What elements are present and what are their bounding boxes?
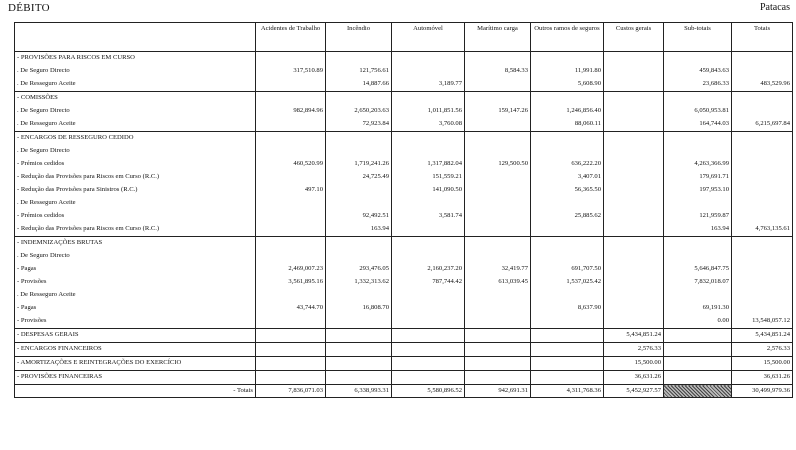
value-cell <box>326 132 392 146</box>
row-label: . De Resseguro Aceite <box>15 197 256 210</box>
value-cell: 1,719,241.26 <box>326 158 392 171</box>
value-cell <box>732 210 793 223</box>
value-cell: 4,263,366.99 <box>664 158 732 171</box>
value-cell: 25,885.62 <box>531 210 604 223</box>
value-cell <box>732 52 793 66</box>
table-row <box>15 118 793 132</box>
value-cell <box>604 263 664 276</box>
row-label: - Redução das Provisões para Riscos em Curso (R.C.) <box>15 223 256 237</box>
table-body <box>15 52 793 385</box>
table-row <box>15 52 793 66</box>
currency-label: Patacas <box>760 2 790 13</box>
table-row <box>15 289 793 302</box>
col-header: Marítimo carga <box>465 23 531 52</box>
value-cell <box>732 92 793 106</box>
value-cell <box>732 171 793 184</box>
value-cell: 23,686.33 <box>664 78 732 92</box>
value-cell <box>604 158 664 171</box>
value-cell: 2,576.33 <box>604 343 664 357</box>
value-cell: 5,434,851.24 <box>732 329 793 343</box>
col-header: Acidentes de Trabalho <box>256 23 326 52</box>
value-cell <box>465 145 531 158</box>
value-cell: 3,581.74 <box>392 210 465 223</box>
row-label: - ENCARGOS FINANCEIROS <box>15 343 256 357</box>
value-cell <box>664 343 732 357</box>
value-cell <box>256 289 326 302</box>
value-cell <box>732 132 793 146</box>
value-cell <box>392 237 465 251</box>
value-cell <box>465 197 531 210</box>
total-cell: 5,452,927.57 <box>604 385 664 398</box>
value-cell <box>326 315 392 329</box>
value-cell <box>604 145 664 158</box>
col-header: Outros ramos de seguros <box>531 23 604 52</box>
row-label: - Redução das Provisões para Sinistros (R.C.) <box>15 184 256 197</box>
value-cell <box>326 184 392 197</box>
value-cell: 2,576.33 <box>732 343 793 357</box>
value-cell <box>664 237 732 251</box>
row-label: - PROVISÕES FINANCEIRAS <box>15 371 256 385</box>
value-cell <box>465 78 531 92</box>
value-cell <box>664 250 732 263</box>
table-row <box>15 357 793 371</box>
value-cell <box>531 357 604 371</box>
value-cell: 5,434,851.24 <box>604 329 664 343</box>
value-cell <box>604 276 664 289</box>
value-cell: 1,011,851.56 <box>392 105 465 118</box>
value-cell <box>465 329 531 343</box>
row-label: . De Seguro Directo <box>15 65 256 78</box>
value-cell: 2,650,203.63 <box>326 105 392 118</box>
table-row <box>15 302 793 315</box>
table-row <box>15 263 793 276</box>
value-cell: 129,500.50 <box>465 158 531 171</box>
value-cell <box>465 132 531 146</box>
value-cell <box>604 184 664 197</box>
table-row <box>15 237 793 251</box>
value-cell <box>392 223 465 237</box>
table-row <box>15 197 793 210</box>
value-cell: 36,631.26 <box>732 371 793 385</box>
row-label: - Prémios cedidos <box>15 210 256 223</box>
value-cell <box>256 357 326 371</box>
value-cell <box>256 52 326 66</box>
value-cell <box>531 329 604 343</box>
value-cell: 56,365.50 <box>531 184 604 197</box>
value-cell: 293,476.05 <box>326 263 392 276</box>
value-cell <box>465 315 531 329</box>
row-label: - Prémios cedidos <box>15 158 256 171</box>
value-cell <box>531 343 604 357</box>
value-cell <box>604 197 664 210</box>
value-cell <box>531 289 604 302</box>
value-cell: 11,991.80 <box>531 65 604 78</box>
value-cell <box>465 223 531 237</box>
value-cell <box>465 357 531 371</box>
value-cell <box>326 357 392 371</box>
row-label: - Provisões <box>15 276 256 289</box>
value-cell <box>732 237 793 251</box>
value-cell <box>531 197 604 210</box>
value-cell <box>604 52 664 66</box>
value-cell <box>732 250 793 263</box>
value-cell <box>256 343 326 357</box>
value-cell <box>732 158 793 171</box>
value-cell <box>664 357 732 371</box>
value-cell: 691,707.50 <box>531 263 604 276</box>
row-label: - Provisões <box>15 315 256 329</box>
value-cell <box>465 289 531 302</box>
value-cell <box>604 210 664 223</box>
value-cell: 121,756.61 <box>326 65 392 78</box>
value-cell: 69,191.30 <box>664 302 732 315</box>
value-cell: 3,760.08 <box>392 118 465 132</box>
table-header <box>15 23 793 52</box>
value-cell <box>732 289 793 302</box>
row-label: . De Resseguro Aceite <box>15 289 256 302</box>
value-cell <box>256 197 326 210</box>
total-cell: 5,580,896.52 <box>392 385 465 398</box>
value-cell: 43,744.70 <box>256 302 326 315</box>
value-cell <box>604 289 664 302</box>
value-cell <box>604 132 664 146</box>
row-label: - Pagas <box>15 302 256 315</box>
table-row <box>15 184 793 197</box>
table-row <box>15 276 793 289</box>
value-cell: 6,215,697.84 <box>732 118 793 132</box>
value-cell <box>732 302 793 315</box>
debit-table <box>14 22 793 398</box>
value-cell <box>732 263 793 276</box>
value-cell <box>256 237 326 251</box>
value-cell: 636,222.20 <box>531 158 604 171</box>
value-cell <box>531 132 604 146</box>
value-cell <box>256 145 326 158</box>
value-cell: 159,147.26 <box>465 105 531 118</box>
value-cell <box>256 171 326 184</box>
totals-row <box>15 385 793 398</box>
col-header <box>15 23 256 52</box>
value-cell: 92,492.51 <box>326 210 392 223</box>
col-header: Sub-totais <box>664 23 732 52</box>
value-cell <box>392 132 465 146</box>
value-cell: 14,887.66 <box>326 78 392 92</box>
value-cell <box>465 52 531 66</box>
row-label: - COMISSÕES <box>15 92 256 106</box>
value-cell <box>256 210 326 223</box>
value-cell <box>256 223 326 237</box>
value-cell <box>604 118 664 132</box>
value-cell <box>392 250 465 263</box>
value-cell: 459,843.63 <box>664 65 732 78</box>
value-cell: 1,317,882.04 <box>392 158 465 171</box>
value-cell <box>531 223 604 237</box>
value-cell <box>256 118 326 132</box>
value-cell: 6,050,953.81 <box>664 105 732 118</box>
value-cell <box>664 329 732 343</box>
value-cell <box>664 52 732 66</box>
value-cell <box>326 197 392 210</box>
value-cell: 2,160,237.20 <box>392 263 465 276</box>
table-row <box>15 343 793 357</box>
value-cell <box>326 343 392 357</box>
value-cell: 460,520.99 <box>256 158 326 171</box>
table-row <box>15 250 793 263</box>
value-cell: 121,959.87 <box>664 210 732 223</box>
value-cell <box>256 250 326 263</box>
value-cell <box>531 371 604 385</box>
value-cell: 8,637.90 <box>531 302 604 315</box>
value-cell <box>392 145 465 158</box>
value-cell <box>604 315 664 329</box>
value-cell: 3,407.01 <box>531 171 604 184</box>
value-cell: 88,060.11 <box>531 118 604 132</box>
table-row <box>15 223 793 237</box>
value-cell <box>465 237 531 251</box>
value-cell <box>392 289 465 302</box>
value-cell <box>326 329 392 343</box>
value-cell <box>326 52 392 66</box>
value-cell <box>326 92 392 106</box>
value-cell: 7,832,018.07 <box>664 276 732 289</box>
table-row <box>15 145 793 158</box>
value-cell <box>732 276 793 289</box>
row-label: . De Seguro Directo <box>15 250 256 263</box>
value-cell <box>604 237 664 251</box>
value-cell <box>392 371 465 385</box>
value-cell: 197,953.10 <box>664 184 732 197</box>
value-cell <box>392 92 465 106</box>
value-cell <box>326 289 392 302</box>
value-cell: 15,500.00 <box>732 357 793 371</box>
value-cell <box>604 78 664 92</box>
value-cell <box>531 145 604 158</box>
total-cell: 6,338,993.31 <box>326 385 392 398</box>
row-label: - ENCARGOS DE RESSEGURO CEDIDO <box>15 132 256 146</box>
value-cell <box>256 315 326 329</box>
value-cell <box>664 371 732 385</box>
value-cell <box>465 371 531 385</box>
value-cell: 3,189.77 <box>392 78 465 92</box>
value-cell <box>392 343 465 357</box>
value-cell <box>531 250 604 263</box>
value-cell: 5,646,847.75 <box>664 263 732 276</box>
value-cell <box>604 250 664 263</box>
value-cell: 179,691.71 <box>664 171 732 184</box>
value-cell <box>664 197 732 210</box>
value-cell <box>465 302 531 315</box>
row-label: . De Seguro Directo <box>15 105 256 118</box>
value-cell: 483,529.96 <box>732 78 793 92</box>
table-row <box>15 210 793 223</box>
table-row <box>15 315 793 329</box>
value-cell <box>732 145 793 158</box>
value-cell <box>326 145 392 158</box>
value-cell <box>604 223 664 237</box>
value-cell <box>664 132 732 146</box>
col-header: Automóvel <box>392 23 465 52</box>
value-cell: 13,548,057.12 <box>732 315 793 329</box>
value-cell: 0.00 <box>664 315 732 329</box>
table-row <box>15 65 793 78</box>
value-cell: 36,631.26 <box>604 371 664 385</box>
value-cell <box>732 105 793 118</box>
value-cell: 1,332,313.62 <box>326 276 392 289</box>
value-cell: 16,808.70 <box>326 302 392 315</box>
value-cell <box>604 302 664 315</box>
value-cell <box>392 52 465 66</box>
value-cell: 15,500.00 <box>604 357 664 371</box>
total-cell: 7,836,071.03 <box>256 385 326 398</box>
value-cell <box>531 315 604 329</box>
value-cell: 72,923.84 <box>326 118 392 132</box>
col-header: Totais <box>732 23 793 52</box>
row-label: . De Resseguro Aceite <box>15 78 256 92</box>
value-cell: 317,510.89 <box>256 65 326 78</box>
row-label: . De Seguro Directo <box>15 145 256 158</box>
value-cell <box>326 371 392 385</box>
value-cell <box>732 197 793 210</box>
value-cell <box>531 52 604 66</box>
value-cell: 613,039.45 <box>465 276 531 289</box>
value-cell: 982,894.96 <box>256 105 326 118</box>
value-cell: 5,608.90 <box>531 78 604 92</box>
value-cell: 497.10 <box>256 184 326 197</box>
total-cell: 30,499,979.36 <box>732 385 793 398</box>
value-cell <box>465 118 531 132</box>
value-cell <box>392 302 465 315</box>
value-cell <box>465 184 531 197</box>
value-cell <box>732 184 793 197</box>
row-label: . De Resseguro Aceite <box>15 118 256 132</box>
row-label: - Redução das Provisões para Riscos em Curso (R.C.) <box>15 171 256 184</box>
hatched-cell <box>664 385 732 398</box>
row-label: - AMORTIZAÇÕES E REINTEGRAÇÕES DO EXERCÍCIO <box>15 357 256 371</box>
table-row <box>15 371 793 385</box>
value-cell <box>664 289 732 302</box>
row-label: - PROVISÕES PARA RISCOS EM CURSO <box>15 52 256 66</box>
value-cell: 2,469,007.23 <box>256 263 326 276</box>
value-cell <box>392 329 465 343</box>
value-cell: 3,561,895.16 <box>256 276 326 289</box>
value-cell <box>604 105 664 118</box>
value-cell <box>256 92 326 106</box>
value-cell: 141,090.50 <box>392 184 465 197</box>
value-cell: 24,725.49 <box>326 171 392 184</box>
col-header: Custos gerais <box>604 23 664 52</box>
col-header: Incêndio <box>326 23 392 52</box>
total-cell: 942,691.31 <box>465 385 531 398</box>
value-cell <box>326 250 392 263</box>
value-cell: 787,744.42 <box>392 276 465 289</box>
totals-label: - Totais <box>15 385 256 398</box>
value-cell <box>256 329 326 343</box>
value-cell <box>465 92 531 106</box>
value-cell: 8,584.33 <box>465 65 531 78</box>
value-cell <box>531 237 604 251</box>
value-cell <box>465 210 531 223</box>
total-cell: 4,311,768.36 <box>531 385 604 398</box>
value-cell <box>604 92 664 106</box>
value-cell <box>256 371 326 385</box>
value-cell: 1,246,856.40 <box>531 105 604 118</box>
row-label: - Pagas <box>15 263 256 276</box>
value-cell: 151,559.21 <box>392 171 465 184</box>
value-cell <box>732 65 793 78</box>
value-cell: 32,419.77 <box>465 263 531 276</box>
value-cell <box>604 65 664 78</box>
table-row <box>15 158 793 171</box>
table-row <box>15 132 793 146</box>
value-cell: 4,763,135.61 <box>732 223 793 237</box>
table-row <box>15 329 793 343</box>
table-row <box>15 105 793 118</box>
value-cell <box>392 197 465 210</box>
value-cell <box>392 357 465 371</box>
value-cell <box>604 171 664 184</box>
value-cell <box>465 250 531 263</box>
value-cell <box>531 92 604 106</box>
row-label: - DESPESAS GERAIS <box>15 329 256 343</box>
value-cell: 1,537,025.42 <box>531 276 604 289</box>
value-cell <box>392 65 465 78</box>
value-cell <box>326 237 392 251</box>
page-title: DÉBITO <box>8 2 50 14</box>
value-cell: 163.94 <box>326 223 392 237</box>
table-row <box>15 78 793 92</box>
value-cell <box>256 78 326 92</box>
value-cell <box>664 92 732 106</box>
value-cell: 164,744.03 <box>664 118 732 132</box>
value-cell <box>465 171 531 184</box>
value-cell <box>664 145 732 158</box>
value-cell <box>256 132 326 146</box>
value-cell <box>465 343 531 357</box>
table-row <box>15 171 793 184</box>
value-cell <box>392 315 465 329</box>
table-row <box>15 92 793 106</box>
value-cell: 163.94 <box>664 223 732 237</box>
row-label: - INDEMNIZAÇÕES BRUTAS <box>15 237 256 251</box>
